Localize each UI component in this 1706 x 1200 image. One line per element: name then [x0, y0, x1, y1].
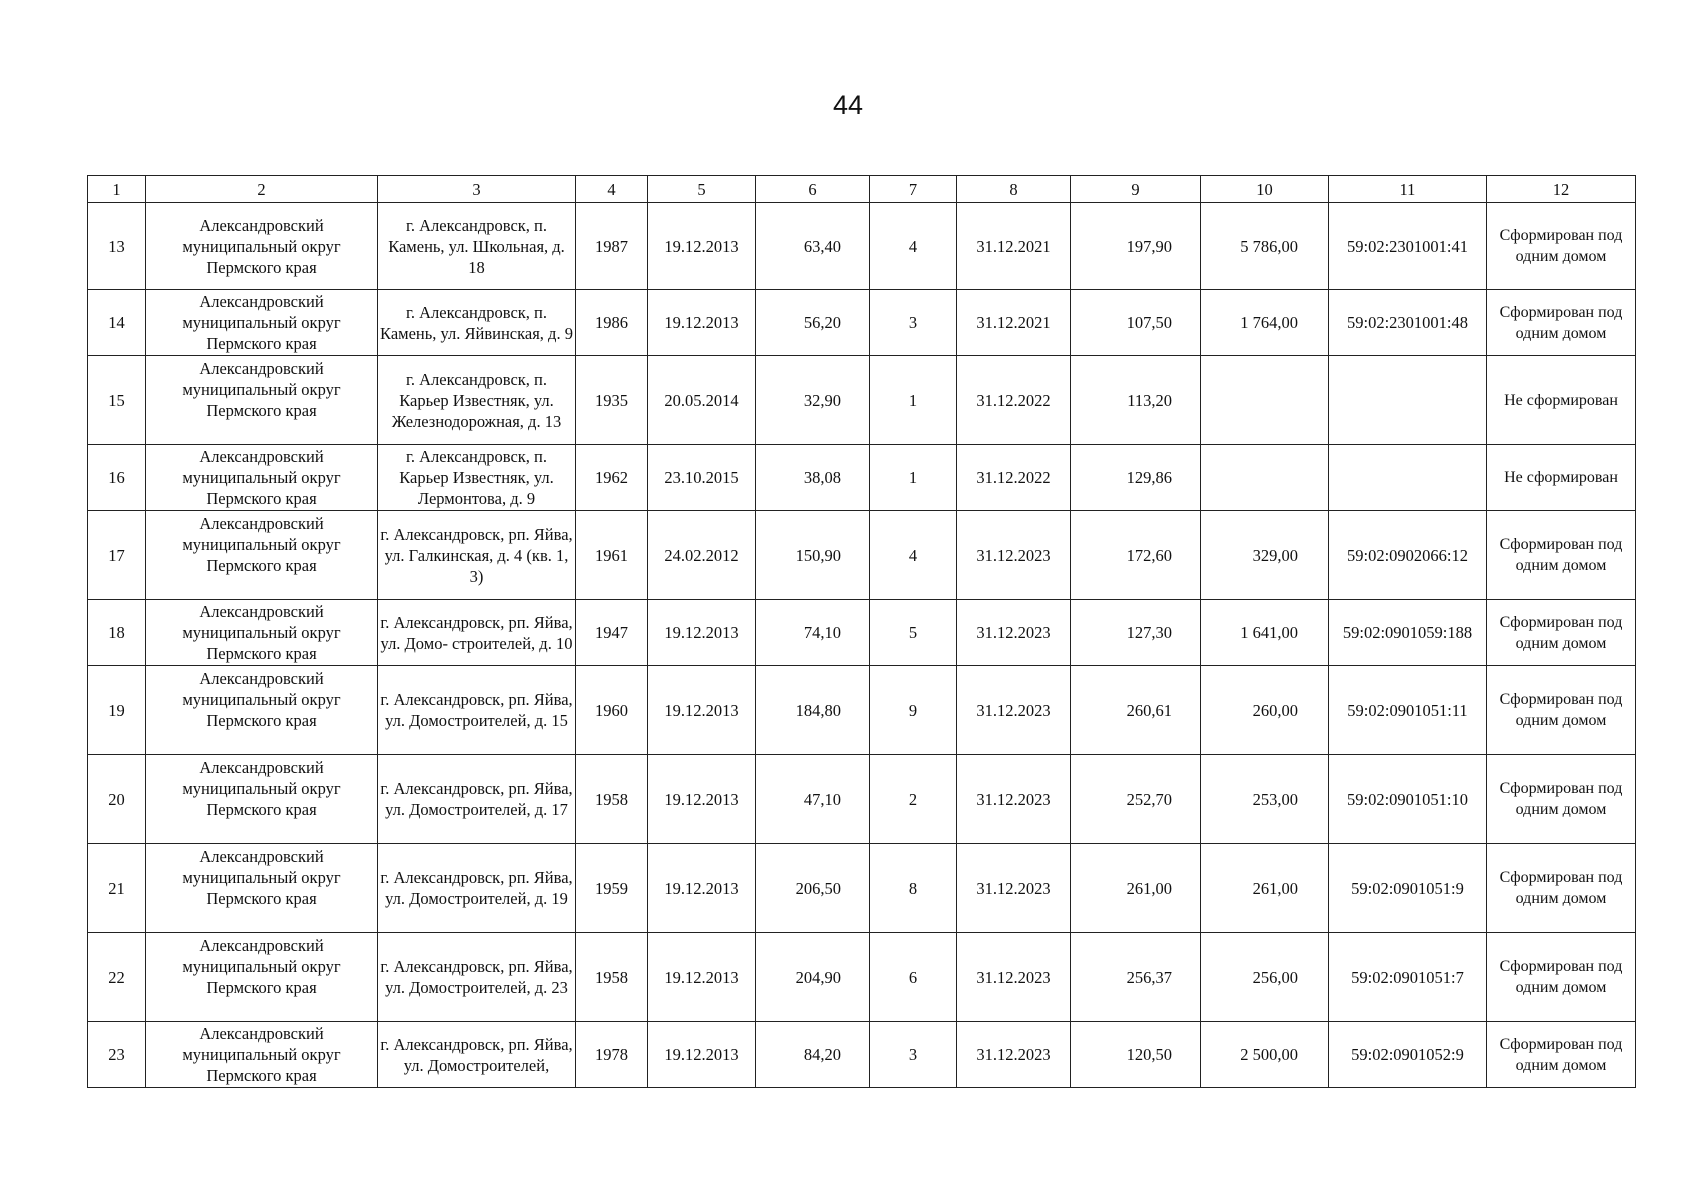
deadline-cell: 31.12.2023	[957, 511, 1071, 600]
owner-cell: Александровский муниципальный округ Пермского края	[146, 356, 378, 445]
owner-cell: Александровский муниципальный округ Пермского края	[146, 755, 378, 844]
address-cell: г. Александровск, п. Карьер Известняк, ул. Лермонтова, д. 9	[378, 445, 576, 511]
land-area-cell	[1201, 356, 1329, 445]
status-cell: Сформирован под одним домом	[1487, 290, 1636, 356]
date-cell: 24.02.2012	[648, 511, 756, 600]
area-cell: 32,90	[756, 356, 870, 445]
year-cell: 1947	[576, 600, 648, 666]
row-number: 17	[88, 511, 146, 600]
deadline-cell: 31.12.2023	[957, 933, 1071, 1022]
date-cell: 23.10.2015	[648, 445, 756, 511]
table-row	[88, 356, 1636, 445]
people-cell: 2	[870, 755, 957, 844]
cadastre-cell: 59:02:0901052:9	[1329, 1022, 1487, 1088]
address-cell: г. Александровск, рп. Яйва, ул. Галкинская, д. 4 (кв. 1, 3)	[378, 511, 576, 600]
area-cell: 204,90	[756, 933, 870, 1022]
people-cell: 4	[870, 511, 957, 600]
land-area-cell: 5 786,00	[1201, 203, 1329, 290]
row-number: 22	[88, 933, 146, 1022]
status-cell: Сформирован под одним домом	[1487, 203, 1636, 290]
row-number: 23	[88, 1022, 146, 1088]
area-cell: 47,10	[756, 755, 870, 844]
row-number: 19	[88, 666, 146, 755]
owner-cell: Александровский муниципальный округ Пермского края	[146, 844, 378, 933]
year-cell: 1960	[576, 666, 648, 755]
row-number: 18	[88, 600, 146, 666]
status-cell: Сформирован под одним домом	[1487, 666, 1636, 755]
people-cell: 6	[870, 933, 957, 1022]
address-cell: г. Александровск, рп. Яйва, ул. Домостроителей, д. 17	[378, 755, 576, 844]
owner-cell: Александровский муниципальный округ Пермского края	[146, 511, 378, 600]
area2-cell: 197,90	[1071, 203, 1201, 290]
land-area-cell: 2 500,00	[1201, 1022, 1329, 1088]
address-cell: г. Александровск, п. Карьер Известняк, ул. Железнодорожная, д. 13	[378, 356, 576, 445]
housing-registry-table	[87, 175, 1636, 1088]
people-cell: 1	[870, 356, 957, 445]
people-cell: 9	[870, 666, 957, 755]
year-cell: 1962	[576, 445, 648, 511]
row-number: 15	[88, 356, 146, 445]
area-cell: 38,08	[756, 445, 870, 511]
deadline-cell: 31.12.2021	[957, 290, 1071, 356]
deadline-cell: 31.12.2023	[957, 755, 1071, 844]
deadline-cell: 31.12.2023	[957, 666, 1071, 755]
date-cell: 19.12.2013	[648, 203, 756, 290]
area2-cell: 261,00	[1071, 844, 1201, 933]
area2-cell: 172,60	[1071, 511, 1201, 600]
address-cell: г. Александровск, рп. Яйва, ул. Домостроителей, д. 15	[378, 666, 576, 755]
status-cell: Сформирован под одним домом	[1487, 600, 1636, 666]
people-cell: 3	[870, 290, 957, 356]
year-cell: 1961	[576, 511, 648, 600]
land-area-cell: 1 641,00	[1201, 600, 1329, 666]
area2-cell: 256,37	[1071, 933, 1201, 1022]
address-cell: г. Александровск, п. Камень, ул. Яйвинская, д. 9	[378, 290, 576, 356]
people-cell: 8	[870, 844, 957, 933]
land-area-cell: 261,00	[1201, 844, 1329, 933]
cadastre-cell	[1329, 356, 1487, 445]
people-cell: 4	[870, 203, 957, 290]
deadline-cell: 31.12.2022	[957, 356, 1071, 445]
column-header: 6	[756, 176, 870, 203]
area2-cell: 120,50	[1071, 1022, 1201, 1088]
date-cell: 19.12.2013	[648, 1022, 756, 1088]
table-row	[88, 445, 1636, 511]
owner-cell: Александровский муниципальный округ Пермского края	[146, 290, 378, 356]
column-header: 7	[870, 176, 957, 203]
table-row	[88, 933, 1636, 1022]
column-header: 2	[146, 176, 378, 203]
status-cell: Сформирован под одним домом	[1487, 844, 1636, 933]
owner-cell: Александровский муниципальный округ Пермского края	[146, 933, 378, 1022]
year-cell: 1987	[576, 203, 648, 290]
date-cell: 19.12.2013	[648, 600, 756, 666]
date-cell: 19.12.2013	[648, 933, 756, 1022]
table-row	[88, 203, 1636, 290]
column-header: 1	[88, 176, 146, 203]
area-cell: 74,10	[756, 600, 870, 666]
area2-cell: 113,20	[1071, 356, 1201, 445]
column-header: 12	[1487, 176, 1636, 203]
year-cell: 1986	[576, 290, 648, 356]
date-cell: 19.12.2013	[648, 755, 756, 844]
area-cell: 206,50	[756, 844, 870, 933]
status-cell: Сформирован под одним домом	[1487, 755, 1636, 844]
cadastre-cell: 59:02:2301001:41	[1329, 203, 1487, 290]
date-cell: 20.05.2014	[648, 356, 756, 445]
cadastre-cell	[1329, 445, 1487, 511]
status-cell: Не сформирован	[1487, 445, 1636, 511]
table-row	[88, 1022, 1636, 1088]
column-header: 4	[576, 176, 648, 203]
table-row	[88, 511, 1636, 600]
address-cell: г. Александровск, рп. Яйва, ул. Домо- строителей, д. 10	[378, 600, 576, 666]
status-cell: Не сформирован	[1487, 356, 1636, 445]
area-cell: 150,90	[756, 511, 870, 600]
status-cell: Сформирован под одним домом	[1487, 933, 1636, 1022]
area2-cell: 252,70	[1071, 755, 1201, 844]
row-number: 13	[88, 203, 146, 290]
status-cell: Сформирован под одним домом	[1487, 511, 1636, 600]
area-cell: 63,40	[756, 203, 870, 290]
area2-cell: 260,61	[1071, 666, 1201, 755]
cadastre-cell: 59:02:0901051:9	[1329, 844, 1487, 933]
area2-cell: 129,86	[1071, 445, 1201, 511]
cadastre-cell: 59:02:0901051:10	[1329, 755, 1487, 844]
column-header: 5	[648, 176, 756, 203]
land-area-cell: 329,00	[1201, 511, 1329, 600]
row-number: 16	[88, 445, 146, 511]
address-cell: г. Александровск, рп. Яйва, ул. Домостроителей,	[378, 1022, 576, 1088]
deadline-cell: 31.12.2021	[957, 203, 1071, 290]
owner-cell: Александровский муниципальный округ Пермского края	[146, 445, 378, 511]
deadline-cell: 31.12.2023	[957, 844, 1071, 933]
column-header: 3	[378, 176, 576, 203]
table-row	[88, 844, 1636, 933]
column-header: 9	[1071, 176, 1201, 203]
table-row	[88, 666, 1636, 755]
cadastre-cell: 59:02:0901059:188	[1329, 600, 1487, 666]
owner-cell: Александровский муниципальный округ Пермского края	[146, 203, 378, 290]
year-cell: 1978	[576, 1022, 648, 1088]
cadastre-cell: 59:02:0902066:12	[1329, 511, 1487, 600]
area2-cell: 127,30	[1071, 600, 1201, 666]
area-cell: 56,20	[756, 290, 870, 356]
page-number: 44	[832, 90, 864, 120]
land-area-cell	[1201, 445, 1329, 511]
area2-cell: 107,50	[1071, 290, 1201, 356]
owner-cell: Александровский муниципальный округ Пермского края	[146, 1022, 378, 1088]
land-area-cell: 253,00	[1201, 755, 1329, 844]
header-row	[88, 176, 1636, 203]
land-area-cell: 260,00	[1201, 666, 1329, 755]
column-header: 11	[1329, 176, 1487, 203]
address-cell: г. Александровск, п. Камень, ул. Школьная, д. 18	[378, 203, 576, 290]
land-area-cell: 256,00	[1201, 933, 1329, 1022]
deadline-cell: 31.12.2023	[957, 600, 1071, 666]
row-number: 21	[88, 844, 146, 933]
address-cell: г. Александровск, рп. Яйва, ул. Домостроителей, д. 19	[378, 844, 576, 933]
deadline-cell: 31.12.2023	[957, 1022, 1071, 1088]
cadastre-cell: 59:02:0901051:11	[1329, 666, 1487, 755]
owner-cell: Александровский муниципальный округ Пермского края	[146, 666, 378, 755]
table-row	[88, 755, 1636, 844]
owner-cell: Александровский муниципальный округ Пермского края	[146, 600, 378, 666]
area-cell: 84,20	[756, 1022, 870, 1088]
cadastre-cell: 59:02:0901051:7	[1329, 933, 1487, 1022]
people-cell: 1	[870, 445, 957, 511]
year-cell: 1958	[576, 755, 648, 844]
column-header: 8	[957, 176, 1071, 203]
land-area-cell: 1 764,00	[1201, 290, 1329, 356]
year-cell: 1935	[576, 356, 648, 445]
table-row	[88, 290, 1636, 356]
year-cell: 1959	[576, 844, 648, 933]
deadline-cell: 31.12.2022	[957, 445, 1071, 511]
area-cell: 184,80	[756, 666, 870, 755]
people-cell: 5	[870, 600, 957, 666]
row-number: 14	[88, 290, 146, 356]
date-cell: 19.12.2013	[648, 844, 756, 933]
address-cell: г. Александровск, рп. Яйва, ул. Домостроителей, д. 23	[378, 933, 576, 1022]
row-number: 20	[88, 755, 146, 844]
date-cell: 19.12.2013	[648, 666, 756, 755]
table-row	[88, 600, 1636, 666]
column-header: 10	[1201, 176, 1329, 203]
status-cell: Сформирован под одним домом	[1487, 1022, 1636, 1088]
cadastre-cell: 59:02:2301001:48	[1329, 290, 1487, 356]
date-cell: 19.12.2013	[648, 290, 756, 356]
year-cell: 1958	[576, 933, 648, 1022]
people-cell: 3	[870, 1022, 957, 1088]
